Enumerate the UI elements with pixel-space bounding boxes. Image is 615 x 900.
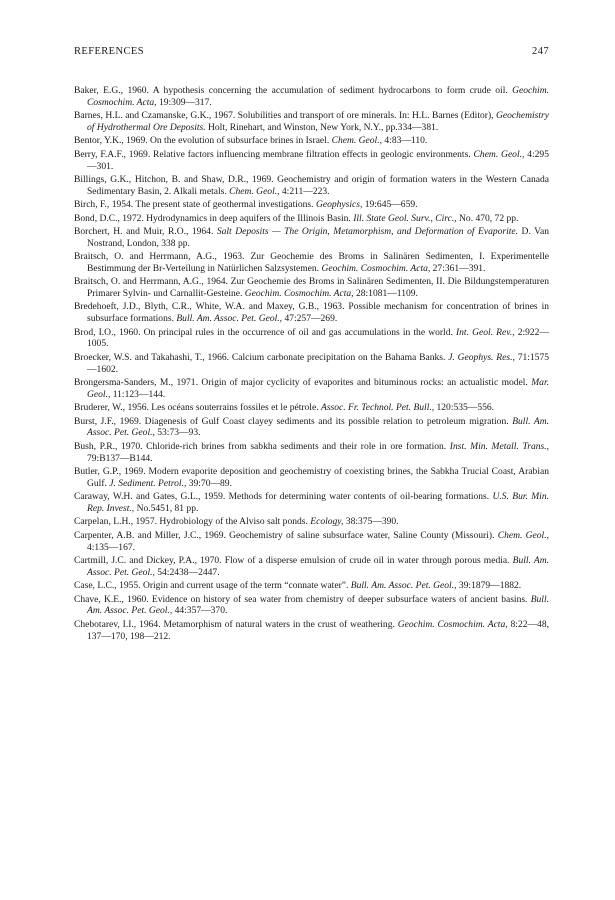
reference-source: Geochim. Cosmochim. Acta, — [321, 262, 431, 274]
reference-citation: No.5451, 81 pp. — [134, 502, 199, 514]
reference-citation: 39:1879—1882. — [456, 580, 522, 592]
reference-text: Barnes, H.L. and Czamanske, G.K., 1967. Solubilities and transport of ore minerals. In: H.L. Barnes (Editor), — [74, 110, 496, 122]
reference-entry — [74, 619, 549, 643]
reference-source: Int. Geol. Rev., — [455, 326, 515, 338]
reference-text: Chave, K.E., 1960. Evidence on history of sea water from chemistry of deeper subsurface waters of ancient basins. — [74, 593, 531, 605]
reference-entry — [74, 327, 549, 351]
reference-source: Bull. Am. Assoc. Pet. Geol., — [176, 313, 283, 325]
reference-text: Cartmill, J.C. and Dickey, P.A., 1970. Flow of a disperse emulsion of crude oil in water through porous media. — [74, 554, 513, 566]
reference-text: Broecker, W.S. and Takahashi, T., 1966. Calcium carbonate precipitation on the Bahama Banks. — [74, 351, 449, 363]
reference-source: Bull. Am. Assoc. Pet. Geol., — [87, 415, 549, 439]
reference-text: Berry, F.A.F., 1969. Relative factors influencing membrane filtration effects in geologic environments. — [74, 148, 474, 160]
reference-entry — [74, 594, 549, 618]
reference-entry — [74, 441, 549, 465]
reference-text: Borchert, H. and Muir, R.O., 1964. — [74, 225, 217, 237]
reference-text: Brod, I.O., 1960. On principal rules in the occurrence of oil and gas accumulations in the world. — [74, 326, 456, 338]
reference-entry — [74, 402, 549, 414]
reference-citation: 2:922—1005. — [87, 326, 549, 350]
reference-citation: 79:B137—B144. — [87, 452, 153, 464]
reference-citation: 4:83—110. — [382, 135, 428, 147]
reference-source: Bull. Am. Assoc. Pet. Geol., — [87, 554, 549, 578]
reference-citation: 44:357—370. — [172, 605, 228, 617]
reference-source: Geochim. Cosmochim. Acta, — [397, 618, 508, 630]
reference-text: Burst, J.F., 1969. Diagenesis of Gulf Coast clayey sediments and its possible relation to petroleum migration. — [74, 415, 513, 427]
reference-source: Chem. Geol., — [331, 135, 382, 147]
reference-text: Bredehoeft, J.D., Blyth, C.R., White, W.A. and Maxey, G.B., 1963. Possible mechanism for concentration of brines in subsurface formations. — [74, 301, 549, 325]
reference-entry — [74, 352, 549, 376]
reference-entry — [74, 416, 549, 440]
reference-entry — [74, 110, 549, 134]
reference-citation: 54:2438—2447. — [154, 566, 220, 578]
reference-citation: 28:1081—1109. — [353, 288, 418, 300]
reference-text: Bond, D.C., 1972. Hydrodynamics in deep aquifers of the Illinois Basin. — [74, 212, 354, 224]
reference-entry — [74, 276, 549, 300]
reference-citation: 11:123—144. — [110, 388, 166, 400]
reference-citation: 19:309—317. — [156, 96, 212, 108]
reference-text: Chebotarev, I.I., 1964. Metamorphism of natural waters in the crust of weathering. — [74, 618, 398, 630]
reference-source: Chem. Geol., — [497, 529, 549, 541]
reference-source: Geochemistry of Hydrothermal Ore Deposits. — [87, 110, 549, 133]
reference-text: Case, L.C., 1955. Origin and current usage of the term “connate water”. — [74, 580, 351, 592]
reference-text: Braitsch, O. and Herrmann, A.G., 1964. Zur Geochemie des Broms in Salinären Sedimenten, II. Die Bildungstemperaturen Primarer Sylvin- und Carnallit-Gesteine. — [74, 276, 549, 300]
reference-text: Butler, G.P., 1969. Modern evaporite deposition and geochemistry of coexisting brines, the Sabkha Trucial Coast, Arabian Gulf. — [74, 466, 549, 489]
reference-citation: 4:135—167. — [87, 541, 136, 553]
reference-source: Salt Deposits — The Origin, Metamorphism, and Deformation of Evaporite. — [216, 225, 519, 237]
reference-list — [74, 85, 549, 644]
reference-text: Carpelan, L.H., 1957. Hydrobiology of the Alviso salt ponds. — [74, 516, 311, 528]
reference-source: J. Sediment. Petrol., — [109, 477, 187, 489]
reference-source: Chem. Geol., — [473, 148, 525, 160]
reference-source: Geochim. Cosmochim. Acta, — [87, 85, 549, 108]
reference-entry — [74, 516, 549, 528]
reference-text: Bruderer, W., 1956. Les océans souterrains fossiles et le pétrole. — [74, 402, 321, 414]
reference-text: Brongersma-Sanders, M., 1971. Origin of major cyclicity of evaporites and bituminous rocks: an actualistic model. — [74, 377, 532, 389]
reference-entry — [74, 149, 549, 173]
reference-text: Billings, G.K., Hitchon, B. and Shaw, D.R., 1969. Geochemistry and origin of formation waters in the Western Canada Sedimentary Basin, 2. Alkali metals. — [74, 173, 549, 197]
reference-entry — [74, 199, 549, 211]
reference-citation: 4:295—301. — [87, 148, 549, 172]
reference-citation: 19:645—659. — [362, 199, 418, 211]
reference-source: U.S. Bur. Min. Rep. Invest., — [87, 491, 549, 514]
reference-source: Geochim. Cosmochim. Acta, — [244, 288, 354, 300]
reference-entry — [74, 85, 549, 109]
reference-entry — [74, 530, 549, 554]
reference-entry — [74, 377, 549, 401]
reference-citation: 38:375—390. — [343, 516, 399, 528]
reference-citation: 27:361—391. — [430, 262, 486, 274]
page-number: 247 — [532, 46, 549, 57]
reference-entry — [74, 174, 549, 198]
reference-entry — [74, 555, 549, 579]
reference-source: Chem. Geol., — [229, 185, 280, 197]
reference-text: Caraway, W.H. and Gates, G.L., 1959. Methods for determining water contents of oil-bearing formations. — [74, 491, 493, 503]
section-title: REFERENCES — [74, 46, 144, 57]
reference-source: Ecology, — [310, 516, 344, 528]
reference-citation: No. 470, 72 pp. — [456, 212, 519, 224]
reference-text: Braitsch, O. and Herrmann, A.G., 1963. Zur Geochemie des Broms in Salinären Sedimenten, I. Experimentelle Bestimmung der Br-Verteilung in Natürlichen Salzsystemen. — [74, 251, 549, 274]
reference-text: Baker, E.G., 1960. A hypothesis concerning the accumulation of sediment hydrocarbons to form crude oil. — [74, 85, 513, 96]
reference-entry — [74, 491, 549, 515]
reference-citation: 4:211—223. — [279, 185, 330, 197]
reference-source: Bull. Am. Assoc. Pet. Geol., — [87, 593, 549, 617]
reference-source: Ill. State Geol. Surv., Circ., — [353, 212, 457, 224]
reference-source: J. Geophys. Res., — [448, 351, 515, 363]
reference-text: Bush, P.R., 1970. Chloride-rich brines from sabkha sediments and their role in ore formation. — [74, 440, 450, 452]
reference-entry — [74, 251, 549, 275]
reference-source: Geophysics, — [315, 199, 363, 211]
reference-citation: 53:73—93. — [154, 427, 201, 439]
reference-citation: 71:1575—1602. — [87, 351, 549, 375]
reference-entry — [74, 226, 549, 250]
reference-source: Bull. Am. Assoc. Pet. Geol., — [350, 580, 457, 592]
reference-entry — [74, 301, 549, 325]
reference-citation: 39:70—89. — [186, 477, 232, 489]
reference-citation: 47:257—269. — [282, 313, 338, 325]
reference-source: Inst. Min. Metall. Trans., — [449, 440, 549, 452]
reference-entry — [74, 580, 549, 592]
reference-text: Bentor, Y.K., 1969. On the evolution of subsurface brines in Israel. — [74, 135, 332, 147]
reference-citation: Holt, Rinehart, and Winston, New York, N.Y., pp.334—381. — [205, 121, 439, 133]
reference-text: Carpenter, A.B. and Miller, J.C., 1969. Geochemistry of saline subsurface water, Saline County (Missouri). — [74, 529, 498, 541]
reference-text: Birch, F., 1954. The present state of geothermal investigations. — [74, 199, 316, 211]
reference-entry — [74, 213, 549, 225]
reference-citation: 8:22—48, 137—170, 198—212. — [87, 618, 549, 642]
reference-entry — [74, 466, 549, 490]
reference-source: Assoc. Fr. Technol. Pet. Bull., — [320, 402, 435, 414]
reference-source: Mar. Geol., — [87, 377, 549, 400]
reference-citation: D. Van Nostrand, London, 338 pp. — [87, 225, 550, 249]
reference-citation: 120:535—556. — [434, 402, 495, 414]
reference-entry — [74, 135, 549, 147]
